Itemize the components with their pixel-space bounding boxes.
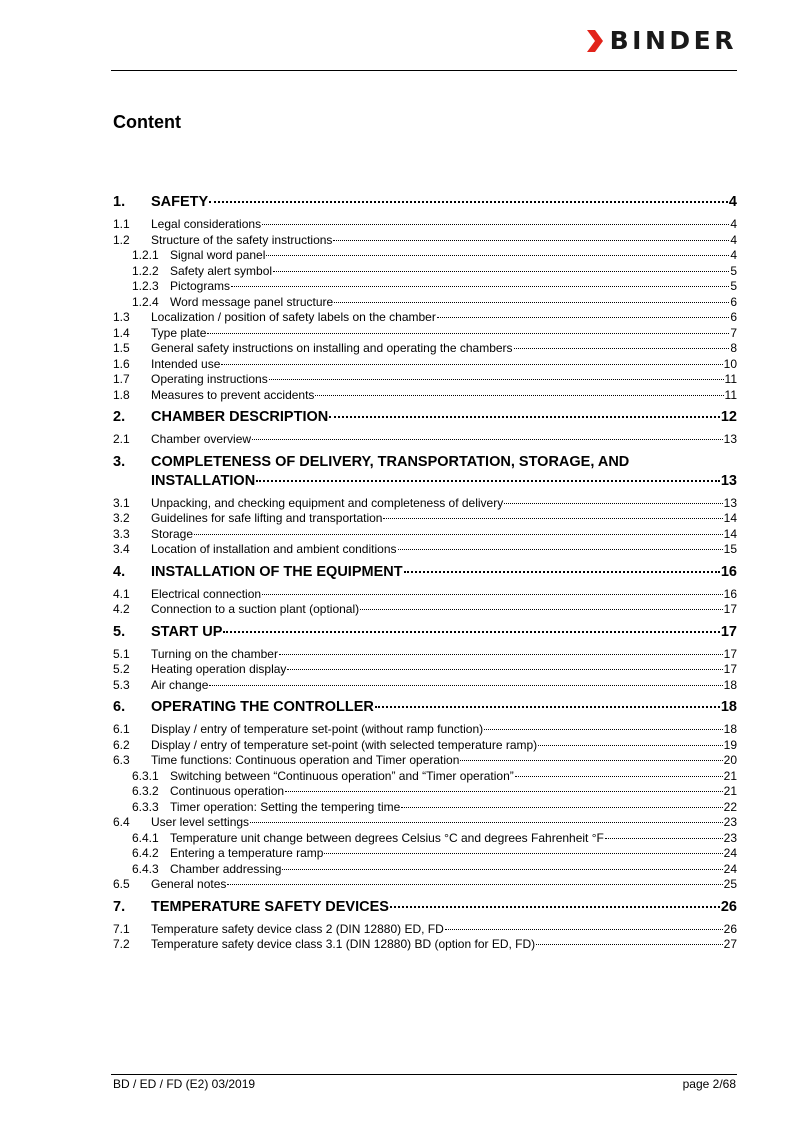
- toc-entry-page: 27: [723, 937, 737, 951]
- toc-entry-number: 1.2.2: [132, 263, 159, 278]
- toc-entry[interactable]: [113, 784, 737, 800]
- toc-leader-dots: [315, 395, 723, 396]
- toc-entry[interactable]: [113, 831, 737, 847]
- toc-leader-dots: [404, 571, 720, 573]
- toc-entry-title: General safety instructions on installing and operating the chambers: [151, 341, 513, 355]
- footer-document-id: BD / ED / FD (E2) 03/2019: [113, 1077, 256, 1091]
- toc-leader-dots: [262, 594, 723, 595]
- toc-entry-number: 1.2.4: [132, 294, 159, 309]
- toc-leader-dots: [383, 518, 722, 519]
- footer-page-number: page 2/68: [682, 1077, 736, 1091]
- toc-entry-page: 23: [723, 830, 737, 845]
- toc-entry[interactable]: [113, 898, 737, 917]
- toc-entry[interactable]: [113, 815, 737, 831]
- toc-entry-number: 6.: [113, 699, 126, 715]
- toc-entry-title: Operating instructions: [151, 372, 268, 386]
- toc-entry[interactable]: [113, 678, 737, 694]
- toc-leader-dots: [514, 348, 730, 349]
- toc-entry[interactable]: [113, 279, 737, 295]
- toc-entry-page: 18: [723, 722, 737, 736]
- toc-entry-number: 6.1: [113, 722, 130, 736]
- toc-leader-dots: [484, 729, 722, 730]
- toc-leader-dots: [445, 929, 723, 930]
- toc-entry-number: 6.3.1: [132, 768, 159, 783]
- toc-entry-title: Type plate: [151, 325, 207, 340]
- toc-entry-title: Localization / position of safety labels on the chamber: [151, 310, 436, 324]
- toc-entry-title: Electrical connection: [151, 586, 262, 601]
- toc-entry[interactable]: [113, 233, 737, 249]
- toc-leader-dots: [398, 549, 723, 550]
- toc-entry-title: Chamber overview: [151, 432, 252, 446]
- toc-entry[interactable]: [113, 877, 737, 893]
- toc-entry-number: 4.: [113, 563, 126, 580]
- toc-entry-number: 7.: [113, 898, 126, 915]
- toc-entry-number: 6.5: [113, 877, 130, 891]
- toc-entry-title: Safety alert symbol: [170, 263, 273, 278]
- toc-entry-title: Temperature unit change between degrees Celsius °C and degrees Fahrenheit °F: [170, 830, 604, 845]
- toc-entry-title-block: [151, 453, 737, 491]
- toc-leader-dots: [538, 745, 722, 746]
- toc-entry-title: Chamber addressing: [170, 861, 282, 876]
- toc-leader-dots: [282, 869, 722, 870]
- binder-logo-icon: [585, 28, 605, 54]
- toc-leader-dots: [231, 286, 729, 287]
- footer-rule: [111, 1074, 737, 1075]
- toc-entry-page: 4: [730, 232, 737, 247]
- toc-entry-page: 6: [730, 310, 737, 324]
- toc-entry-number: 1.2: [113, 232, 130, 247]
- toc-entry-title: Word message panel structure: [170, 294, 334, 309]
- toc-entry-number: 6.4: [113, 815, 130, 829]
- toc-entry[interactable]: [113, 738, 737, 754]
- table-of-contents: [113, 188, 737, 953]
- toc-entry-page: 5: [730, 279, 737, 293]
- toc-entry-number: 6.3.2: [132, 784, 159, 798]
- toc-leader-dots: [262, 224, 729, 225]
- toc-entry-number: 7.2: [113, 937, 130, 951]
- toc-entry-title: Display / entry of temperature set-point (with selected temperature ramp): [151, 737, 538, 752]
- toc-entry-page: 26: [723, 921, 737, 936]
- toc-entry-page: 17: [723, 662, 737, 676]
- toc-entry-number: 1.8: [113, 387, 130, 402]
- toc-leader-dots: [375, 706, 720, 708]
- toc-entry-number: 6.4.1: [132, 830, 159, 845]
- toc-leader-dots: [360, 609, 723, 610]
- toc-entry-page: 13: [723, 432, 737, 446]
- toc-entry[interactable]: [113, 453, 737, 491]
- toc-entry-number: 2.: [113, 409, 126, 425]
- toc-entry[interactable]: [113, 408, 737, 427]
- toc-entry-title: OPERATING THE CONTROLLER: [151, 699, 374, 715]
- toc-leader-dots: [209, 201, 728, 203]
- toc-entry[interactable]: [113, 248, 737, 264]
- toc-entry-page: 17: [720, 623, 737, 640]
- toc-entry[interactable]: [113, 388, 737, 404]
- toc-entry-page: 8: [730, 341, 737, 355]
- toc-entry[interactable]: [113, 922, 737, 938]
- page-title: Content: [113, 112, 181, 132]
- toc-entry-title: Storage: [151, 526, 194, 541]
- toc-entry-page: 17: [723, 646, 737, 661]
- toc-entry-number: 5.1: [113, 646, 130, 661]
- toc-entry-title: TEMPERATURE SAFETY DEVICES: [151, 898, 389, 915]
- toc-entry-title: CHAMBER DESCRIPTION: [151, 409, 329, 425]
- toc-entry-title: Guidelines for safe lifting and transportation: [151, 511, 383, 525]
- toc-entry-title: INSTALLATION OF THE EQUIPMENT: [151, 563, 403, 580]
- toc-entry-title: User level settings: [151, 815, 250, 829]
- toc-entry-number: 5.: [113, 623, 126, 640]
- toc-entry-page: 21: [723, 768, 737, 783]
- toc-entry-page: 4: [730, 248, 737, 262]
- toc-entry-title: Intended use: [151, 356, 221, 371]
- toc-leader-dots: [221, 364, 722, 365]
- toc-entry-number: 5.2: [113, 662, 130, 676]
- toc-entry-title: Heating operation display: [151, 662, 287, 676]
- toc-entry[interactable]: [113, 511, 737, 527]
- toc-entry-page: 4: [730, 217, 737, 231]
- toc-entry-number: 3.2: [113, 511, 130, 525]
- toc-entry-page: 17: [723, 602, 737, 616]
- toc-entry-page: 24: [723, 846, 737, 860]
- toc-entry-page: 14: [723, 526, 737, 541]
- toc-leader-dots: [266, 255, 729, 256]
- toc-entry[interactable]: [113, 193, 737, 212]
- toc-entry-number: 4.2: [113, 602, 130, 616]
- toc-entry-page: 16: [720, 563, 737, 580]
- toc-entry-number: 1.: [113, 194, 126, 210]
- toc-entry-title: Time functions: Continuous operation and Timer operation: [151, 753, 460, 767]
- toc-entry-title: Continuous operation: [170, 784, 285, 798]
- toc-entry-number: 6.2: [113, 737, 130, 752]
- toc-leader-dots: [605, 838, 723, 839]
- toc-leader-dots: [437, 317, 729, 318]
- toc-leader-dots: [460, 760, 722, 761]
- header-rule: [111, 70, 737, 71]
- toc-leader-dots: [504, 503, 722, 504]
- toc-entry-number: 1.6: [113, 356, 130, 371]
- toc-entry[interactable]: [113, 341, 737, 357]
- toc-entry-title: Measures to prevent accidents: [151, 387, 315, 402]
- toc-leader-dots: [285, 791, 723, 792]
- toc-entry-title: START UP: [151, 623, 223, 640]
- toc-entry-title: Turning on the chamber: [151, 646, 278, 661]
- toc-entry[interactable]: [113, 542, 737, 558]
- toc-entry-page: 10: [723, 356, 737, 371]
- toc-entry-page: 21: [723, 784, 737, 798]
- toc-entry-title: Signal word panel: [170, 248, 266, 262]
- toc-entry[interactable]: [113, 769, 737, 785]
- toc-entry-number: 4.1: [113, 586, 130, 601]
- toc-entry[interactable]: [113, 563, 737, 582]
- toc-entry[interactable]: [113, 326, 737, 342]
- toc-leader-dots: [329, 416, 720, 418]
- toc-leader-dots: [287, 669, 722, 670]
- toc-entry-page: 7: [730, 325, 737, 340]
- toc-entry-number: 3.: [113, 453, 126, 470]
- toc-entry-page: 16: [723, 586, 737, 601]
- toc-entry-page: 12: [720, 409, 737, 425]
- toc-leader-dots: [279, 654, 723, 655]
- toc-entry[interactable]: [113, 647, 737, 663]
- toc-leader-dots: [536, 944, 722, 945]
- toc-entry-title: Temperature safety device class 3.1 (DIN 12880) BD (option for ED, FD): [151, 937, 536, 951]
- toc-entry-number: 1.1: [113, 217, 130, 231]
- toc-entry-title: Connection to a suction plant (optional): [151, 602, 360, 616]
- toc-leader-dots: [223, 631, 719, 633]
- toc-leader-dots: [324, 853, 722, 854]
- toc-entry-number: 1.4: [113, 325, 130, 340]
- toc-entry[interactable]: [113, 800, 737, 816]
- toc-entry-title-continued-line: [151, 472, 737, 491]
- toc-entry-title-continued: INSTALLATION: [151, 472, 256, 489]
- toc-leader-dots: [252, 439, 723, 440]
- toc-entry-title: Display / entry of temperature set-point (without ramp function): [151, 722, 484, 736]
- toc-entry-page: 26: [720, 898, 737, 915]
- toc-entry-page: 22: [723, 799, 737, 814]
- toc-leader-dots: [515, 776, 723, 777]
- toc-entry-page: 20: [723, 753, 737, 767]
- toc-entry[interactable]: [113, 496, 737, 512]
- toc-entry[interactable]: [113, 862, 737, 878]
- toc-entry[interactable]: [113, 662, 737, 678]
- toc-entry-number: 6.3.3: [132, 799, 159, 814]
- toc-entry-title: Timer operation: Setting the tempering time: [170, 799, 401, 814]
- toc-entry-title: Switching between “Continuous operation” and “Timer operation”: [170, 768, 514, 783]
- toc-entry[interactable]: [113, 623, 737, 642]
- toc-entry-number: 6.4.3: [132, 861, 159, 876]
- toc-entry-number: 3.3: [113, 526, 130, 541]
- toc-entry[interactable]: [113, 937, 737, 953]
- toc-entry-title: SAFETY: [151, 194, 209, 210]
- toc-entry-number: 6.3: [113, 753, 130, 767]
- toc-entry[interactable]: [113, 698, 737, 717]
- toc-entry[interactable]: [113, 722, 737, 738]
- toc-leader-dots: [333, 240, 729, 241]
- toc-entry-title: Pictograms: [170, 279, 231, 293]
- toc-entry[interactable]: [113, 357, 737, 373]
- toc-entry-title: Location of installation and ambient conditions: [151, 542, 397, 556]
- toc-entry-number: 1.5: [113, 341, 130, 355]
- toc-entry-number: 1.2.1: [132, 248, 159, 262]
- toc-entry-title: COMPLETENESS OF DELIVERY, TRANSPORTATION, STORAGE, AND: [151, 453, 630, 470]
- toc-entry-page: 15: [723, 542, 737, 556]
- toc-entry-title: Structure of the safety instructions: [151, 232, 333, 247]
- toc-entry-page: 13: [720, 472, 737, 489]
- toc-entry[interactable]: [113, 846, 737, 862]
- toc-entry-title: Air change: [151, 677, 209, 692]
- toc-entry-page: 18: [723, 677, 737, 692]
- toc-entry-number: 3.1: [113, 495, 130, 510]
- toc-entry-title: General notes: [151, 877, 227, 891]
- toc-entry-page: 11: [724, 372, 737, 386]
- toc-entry-number: 2.1: [113, 432, 130, 446]
- toc-entry-title: Temperature safety device class 2 (DIN 12880) ED, FD: [151, 921, 444, 936]
- logo-text: BINDER: [609, 26, 737, 55]
- toc-leader-dots: [273, 271, 729, 272]
- toc-entry-page: 4: [728, 194, 737, 210]
- toc-leader-dots: [194, 534, 723, 535]
- toc-entry-page: 6: [730, 294, 737, 309]
- toc-leader-dots: [250, 822, 723, 823]
- toc-entry-title: Legal considerations: [151, 217, 262, 231]
- toc-entry[interactable]: [113, 372, 737, 388]
- toc-entry-page: 5: [730, 263, 737, 278]
- toc-entry-page: 25: [723, 877, 737, 891]
- toc-leader-dots: [390, 906, 720, 908]
- toc-leader-dots: [256, 480, 720, 482]
- toc-leader-dots: [401, 807, 722, 808]
- toc-entry[interactable]: [113, 602, 737, 618]
- toc-entry-title: Unpacking, and checking equipment and completeness of delivery: [151, 495, 504, 510]
- toc-entry[interactable]: [113, 753, 737, 769]
- toc-entry-page: 19: [723, 737, 737, 752]
- toc-entry-title: Entering a temperature ramp: [170, 846, 324, 860]
- toc-leader-dots: [209, 685, 722, 686]
- toc-entry[interactable]: [113, 217, 737, 233]
- toc-entry[interactable]: [113, 587, 737, 603]
- toc-entry-page: 13: [723, 495, 737, 510]
- toc-entry-page: 11: [724, 387, 737, 402]
- toc-entry-page: 24: [723, 861, 737, 876]
- toc-leader-dots: [207, 333, 729, 334]
- toc-entry-page: 23: [723, 815, 737, 829]
- toc-entry-number: 6.4.2: [132, 846, 159, 860]
- toc-entry-number: 3.4: [113, 542, 130, 556]
- binder-logo: [585, 26, 737, 55]
- toc-entry-number: 5.3: [113, 677, 130, 692]
- toc-leader-dots: [269, 379, 724, 380]
- toc-entry-number: 1.2.3: [132, 279, 159, 293]
- toc-entry[interactable]: [113, 432, 737, 448]
- toc-entry-number: 1.3: [113, 310, 130, 324]
- toc-entry[interactable]: [113, 310, 737, 326]
- toc-entry[interactable]: [113, 295, 737, 311]
- toc-entry-page: 18: [720, 699, 737, 715]
- toc-entry-number: 1.7: [113, 372, 130, 386]
- toc-leader-dots: [227, 884, 722, 885]
- toc-entry-number: 7.1: [113, 921, 130, 936]
- toc-leader-dots: [334, 302, 729, 303]
- toc-entry[interactable]: [113, 527, 737, 543]
- toc-entry[interactable]: [113, 264, 737, 280]
- toc-entry-page: 14: [723, 511, 737, 525]
